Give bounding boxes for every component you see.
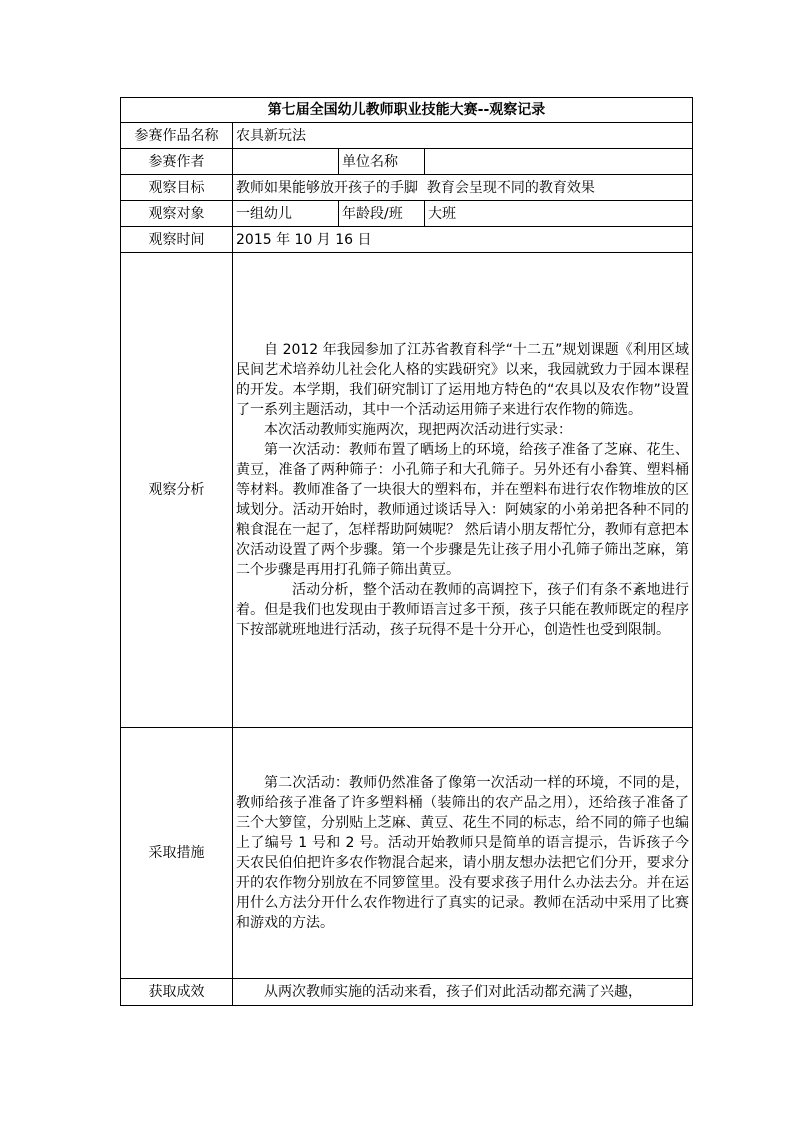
analysis-paragraph: 本次活动教师实施两次，现把两次活动进行实录： [264,422,572,438]
time-value: 2015 年 10 月 16 日 [233,227,693,253]
unit-label: 单位名称 [339,149,425,175]
measures-paragraph: 第二次活动：教师仍然准备了像第一次活动一样的环境，不同的是，教师给孩子准备了许多塑料桶（装筛出的农产品之用），还给孩子准备了三个大箩筐，分别贴上芝麻、黄豆、花生不同的标志，给不同的筛子也编上了编号 1 号和 2 号。活动开始教师只是简单的语言提示，告诉孩子今天农民伯伯把许多农作物混合起来，请小朋友想办法把它们分开，要求分开的农作物分别放在不同箩筐里。没有要求孩子用什么办法去分。并在运用什么方法分开什么农作物进行了真实的记录。教师在活动中采用了比赛和游戏的方法。 [236,775,689,931]
goal-value: 教师如果能够放开孩子的手脚 教育会呈现不同的教育效果 [233,175,693,201]
goal-label: 观察目标 [121,175,233,201]
analysis-body [233,253,693,728]
author-value [233,149,339,175]
record-title: 第七届全国幼儿教师职业技能大赛--观察记录 [121,98,693,123]
measures-label: 采取措施 [121,728,233,979]
analysis-paragraph: 自 2012 年我园参加了江苏省教育科学“十二五”规划课题《利用区域民间艺术培养幼儿社会化人格的实践研究》以来，我园就致力于园本课程的开发。本学期，我们研究制订了运用地方特色的“农具以及农作物”设置了一系列主题活动，其中一个活动运用筛子来进行农作物的筛选。 [236,342,689,418]
results-text: 从两次教师实施的活动来看，孩子们对此活动都充满了兴趣， [264,984,642,1000]
age-label: 年龄段/班 [339,201,425,227]
object-label: 观察对象 [121,201,233,227]
object-value: 一组幼儿 [233,201,339,227]
time-label: 观察时间 [121,227,233,253]
work-name-value: 农具新玩法 [233,123,693,149]
analysis-paragraph: 活动分析，整个活动在教师的高调控下，孩子们有条不紊地进行着。但是我们也发现由于教师语言过多干预，孩子只能在教师既定的程序下按部就班地进行活动，孩子玩得不是十分开心，创造性也受到限制。 [236,582,689,638]
analysis-paragraph: 第一次活动：教师布置了晒场上的环境，给孩子准备了芝麻、花生、黄豆，准备了两种筛子：小孔筛子和大孔筛子。另外还有小畚箕、塑料桶等材料。教师准备了一块很大的塑料布，并在塑料布进行农作物堆放的区域划分。活动开始时，教师通过谈话导入：阿姨家的小弟弟把各种不同的粮食混在一起了，怎样帮助阿姨呢？ 然后请小朋友帮忙分，教师有意把本次活动设置了两个步骤。第一个步骤是先让孩子用小孔筛子筛出芝麻，第二个步骤是再用打孔筛子筛出黄豆。 [236,442,689,578]
work-name-label: 参赛作品名称 [121,123,233,149]
author-label: 参赛作者 [121,149,233,175]
results-body [233,979,693,1006]
measures-body [233,728,693,979]
observation-record-table [120,97,693,1006]
age-value: 大班 [425,201,693,227]
unit-value [425,149,693,175]
analysis-label: 观察分析 [121,253,233,728]
results-label: 获取成效 [121,979,233,1006]
